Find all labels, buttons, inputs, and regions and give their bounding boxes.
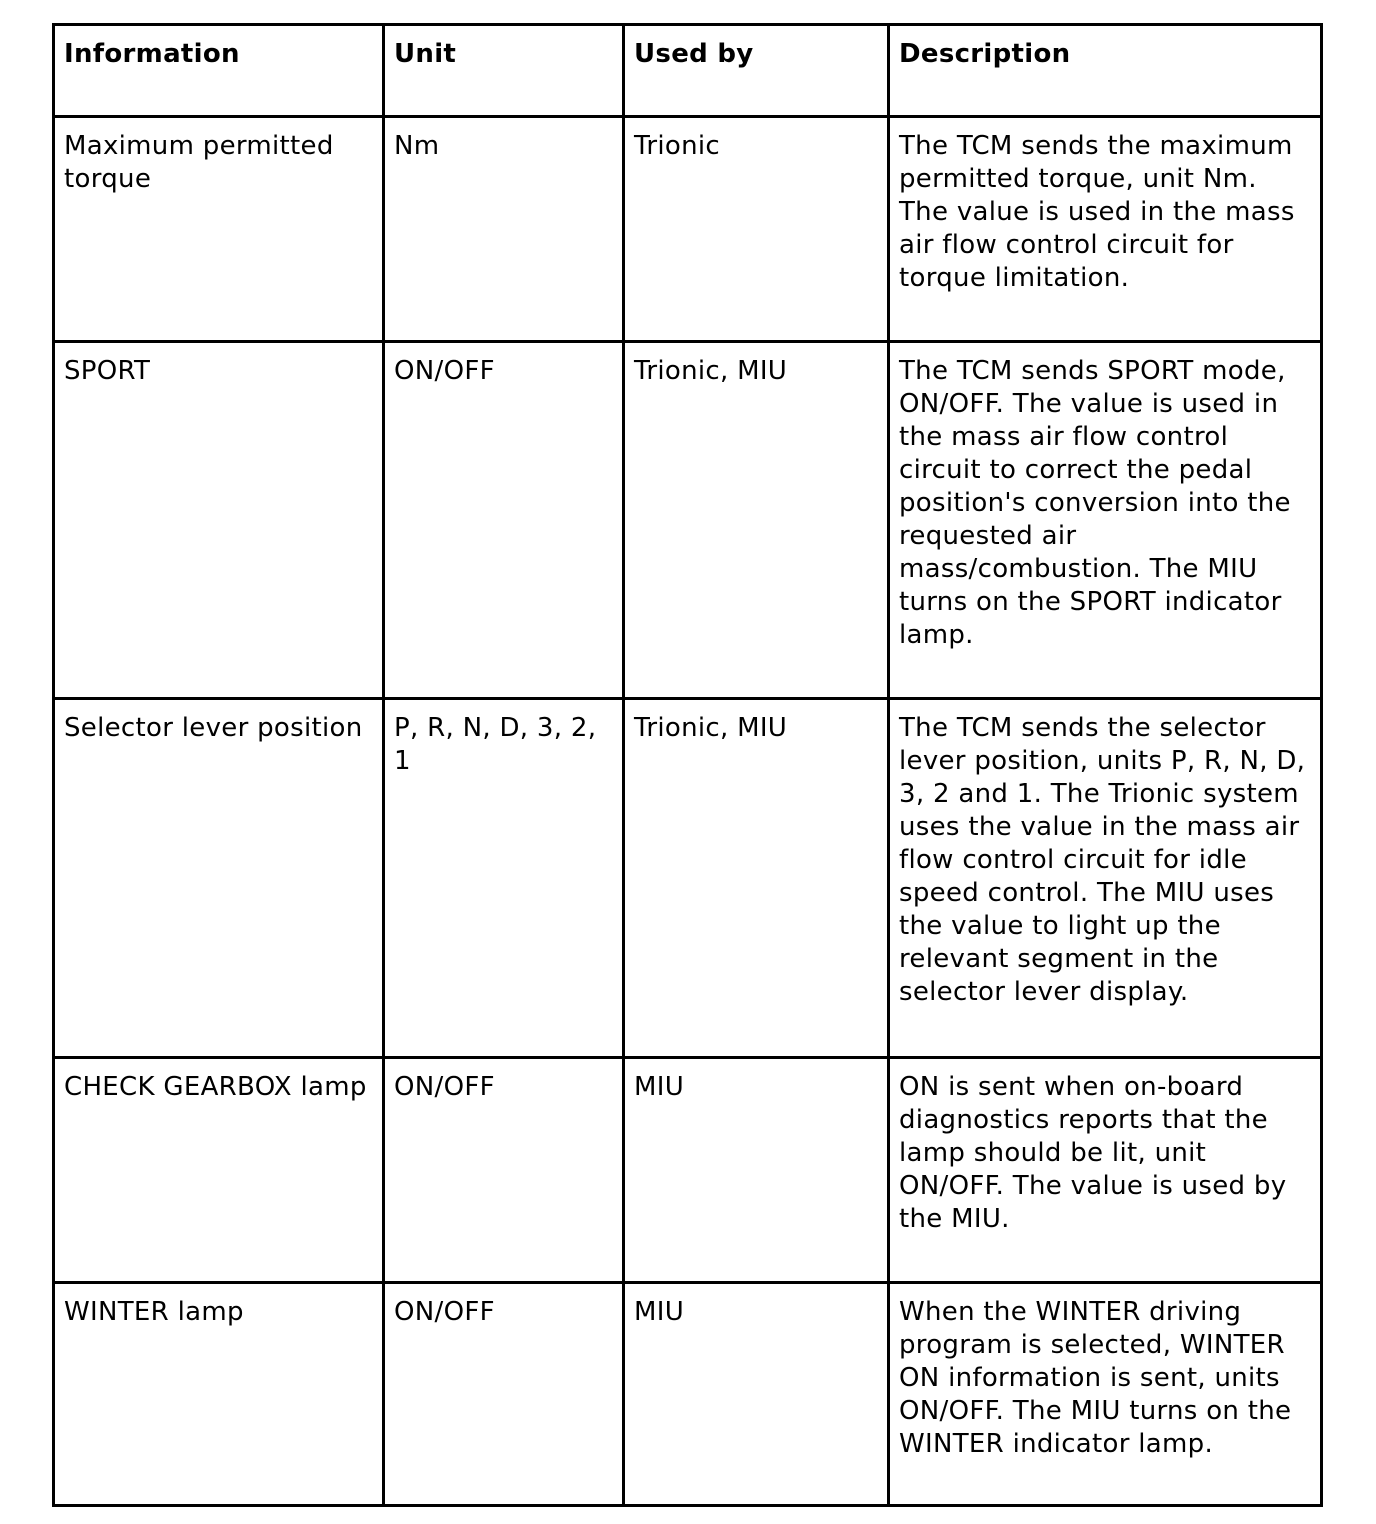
information-table	[52, 23, 1323, 1507]
cell-unit: Nm	[384, 117, 624, 342]
cell-unit: ON/OFF	[384, 1058, 624, 1283]
header-description: Description	[889, 25, 1322, 117]
cell-used-by: Trionic	[624, 117, 889, 342]
cell-information: Maximum permitted torque	[54, 117, 384, 342]
cell-information: WINTER lamp	[54, 1283, 384, 1506]
cell-used-by: Trionic, MIU	[624, 342, 889, 699]
header-unit: Unit	[384, 25, 624, 117]
header-used-by: Used by	[624, 25, 889, 117]
table-header-row	[54, 25, 1322, 117]
cell-information: Selector lever position	[54, 699, 384, 1058]
cell-description: When the WINTER driving program is selected, WINTER ON information is sent, units ON/OFF. The MIU turns on the WINTER indicator lamp.	[889, 1283, 1322, 1506]
cell-used-by: MIU	[624, 1283, 889, 1506]
cell-description: The TCM sends the maximum permitted torque, unit Nm. The value is used in the mass air flow control circuit for torque limitation.	[889, 117, 1322, 342]
cell-information: SPORT	[54, 342, 384, 699]
table-row	[54, 117, 1322, 342]
header-information: Information	[54, 25, 384, 117]
table-row	[54, 1058, 1322, 1283]
cell-used-by: MIU	[624, 1058, 889, 1283]
cell-description: ON is sent when on-board diagnostics reports that the lamp should be lit, unit ON/OFF. The value is used by the MIU.	[889, 1058, 1322, 1283]
cell-description: The TCM sends the selector lever position, units P, R, N, D, 3, 2 and 1. The Trionic system uses the value in the mass air flow control circuit for idle speed control. The MIU uses the value to light up the relevant segment in the selector lever display.	[889, 699, 1322, 1058]
cell-unit: ON/OFF	[384, 1283, 624, 1506]
table-row	[54, 342, 1322, 699]
table-row	[54, 1283, 1322, 1506]
cell-description: The TCM sends SPORT mode, ON/OFF. The value is used in the mass air flow control circuit to correct the pedal position's conversion into the requested air mass/combustion. The MIU turns on the SPORT indicator lamp.	[889, 342, 1322, 699]
cell-unit: ON/OFF	[384, 342, 624, 699]
cell-used-by: Trionic, MIU	[624, 699, 889, 1058]
table-row	[54, 699, 1322, 1058]
cell-information: CHECK GEARBOX lamp	[54, 1058, 384, 1283]
cell-unit: P, R, N, D, 3, 2, 1	[384, 699, 624, 1058]
